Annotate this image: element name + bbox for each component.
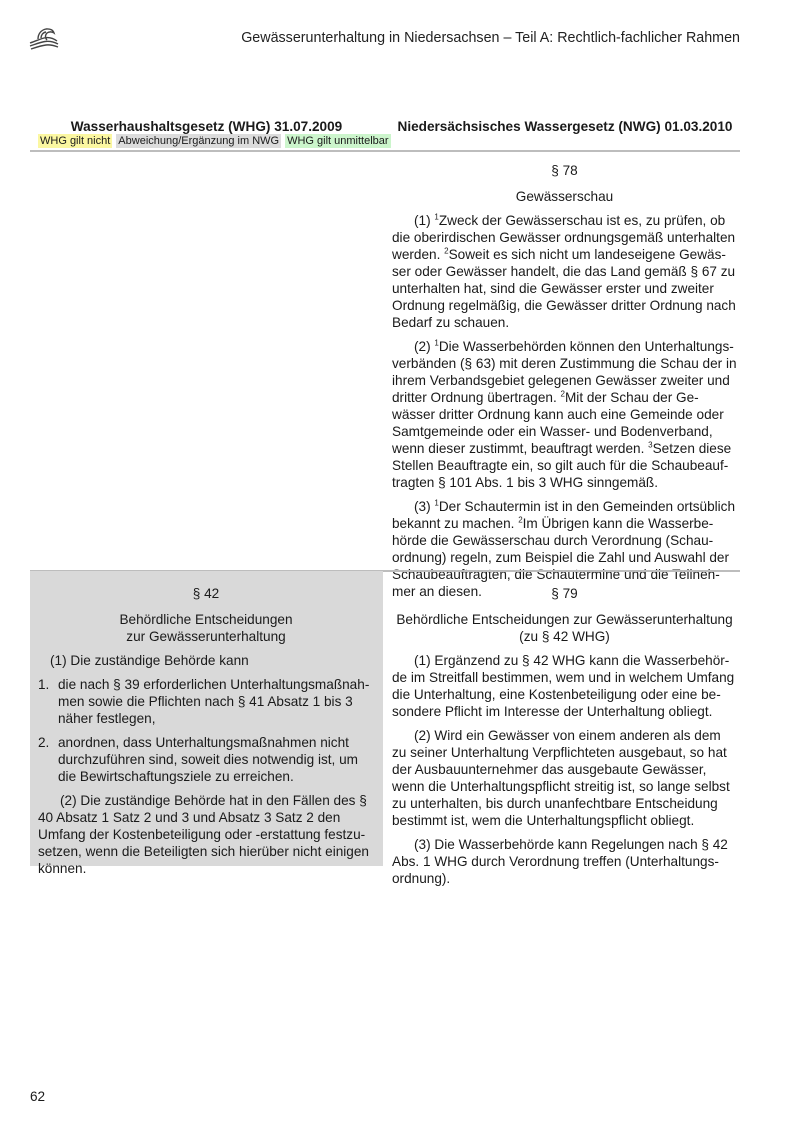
- header-divider: [30, 150, 740, 152]
- section-title: Gewässerschau: [515, 189, 614, 204]
- nwg-section-79: [392, 585, 737, 894]
- section-title: Behördliche Entscheidungen zur Gewässerunterhaltung: [119, 612, 293, 644]
- paragraph-2: (2) Die zuständige Behörde hat in den Fällen des § 40 Absatz 1 Satz 2 und 3 und Absatz 3 Satz 2 den Umfang der Kostenbeteiligung oder -erstattung festzusetzen, wenn die Beteiligten sich hierüber nicht einigen können.: [38, 793, 369, 876]
- nwg-column-title: Niedersächsisches Wassergesetz (NWG) 01.03.2010: [397, 119, 733, 134]
- nwg-section-78: [392, 162, 737, 607]
- paragraph-3: (3) $^1$Der Schautermin ist in den Gemeinden ortsüblich bekannt zu machen. $^2$Im Übrigen kann die Wasserbehörde die Gewässerschau durch Verordnung (Schauordnung) regeln, zum Beispiel die Zahl und Auswahl der Schaubeauftragten, die Schautermine und die Teilnehmer an diesen.: [392, 498, 736, 599]
- paragraph-2: (2) $^1$Die Wasserbehörden können den Unterhaltungsverbänden (§ 63) mit deren Zustimmung die Schau der in ihrem Verbandsgebiet gelegenen Gewässer zweiter und dritter Ordnung übertragen. $^2$Mit der Schau der Gewässer dritter Ordnung kann auch eine Gemeinde oder Samtgemeinde oder ein Wasser- und Bodenverband, wenn dieser zustimmt, beauftragt werden. $^3$Setzen diese Stellen Beauftragte ein, so gilt auch für die Schaubeauftragten § 101 Abs. 1 bis 3 WHG sinngemäß.: [392, 338, 737, 490]
- section-title: Behördliche Entscheidungen zur Gewässerunterhaltung (zu § 42 WHG): [396, 612, 733, 644]
- paragraph-1: (1) $^1$Zweck der Gewässerschau ist es, zu prüfen, ob die oberirdischen Gewässer ordnungsgemäß unterhalten werden. $^2$Soweit es sich nicht um landeseigene Gewässer oder Gewässer handelt, die das Land gemäß § 67 zu unterhalten hat, sind die Gewässer erster und zweiter Ordnung regelmäßig, die Gewässer dritter Ordnung nach Bedarf zu schauen.: [392, 212, 736, 330]
- row-divider-right: [383, 570, 740, 572]
- page-number: 62: [30, 1089, 46, 1104]
- legend-whg-gilt-nicht: WHG gilt nicht: [40, 135, 111, 147]
- list-item: 1. die nach § 39 erforderlichen Unterhaltungsmaßnahmen sowie die Pflichten nach § 41 Absatz 1 bis 3 näher festlegen,: [38, 677, 370, 726]
- paragraph-1: (1) Die zuständige Behörde kann: [50, 653, 249, 668]
- color-legend: [38, 134, 391, 148]
- section-number: § 79: [551, 586, 578, 601]
- legend-whg-gilt-unmittelbar: WHG gilt unmittelbar: [287, 135, 389, 147]
- whg-section-42: [38, 585, 374, 884]
- section-number: § 78: [551, 163, 578, 178]
- legend-abweichung: Abweichung/Ergänzung im NWG: [118, 135, 280, 147]
- list-item: 2. anordnen, dass Unterhaltungsmaßnahmen nicht durchzuführen sind, soweit dies notwendig ist, um die Bewirtschaftungsziele zu erreichen.: [38, 735, 358, 784]
- wave-logo-icon: [28, 26, 60, 52]
- paragraph-1: (1) Ergänzend zu § 42 WHG kann die Wasserbehörde im Streitfall bestimmen, wem und in welchem Umfang die Unterhaltung, eine Kostenbeteiligung oder eine besondere Pflicht im Interesse der Unterhaltung obliegt.: [392, 653, 735, 719]
- paragraph-3: (3) Die Wasserbehörde kann Regelungen nach § 42 Abs. 1 WHG durch Verordnung treffen (Unterhaltungsordnung).: [392, 837, 728, 886]
- paragraph-2: (2) Wird ein Gewässer von einem anderen als dem zu seiner Unterhaltung Verpflichteten ausgebaut, so hat der Ausbauunternehmer das ausgebaute Gewässer, wenn die Unterhaltungspflicht streitig ist, so lange selbst zu unterhalten, bis durch unanfechtbare Entscheidung bestimmt ist, wem die Unterhaltungspflicht obliegt.: [392, 728, 730, 828]
- whg-column-title: Wasserhaushaltsgesetz (WHG) 31.07.2009: [70, 119, 343, 134]
- running-header: Gewässerunterhaltung in Niedersachsen – Teil A: Rechtlich-fachlicher Rahmen: [241, 30, 740, 46]
- section-number: § 42: [192, 586, 220, 601]
